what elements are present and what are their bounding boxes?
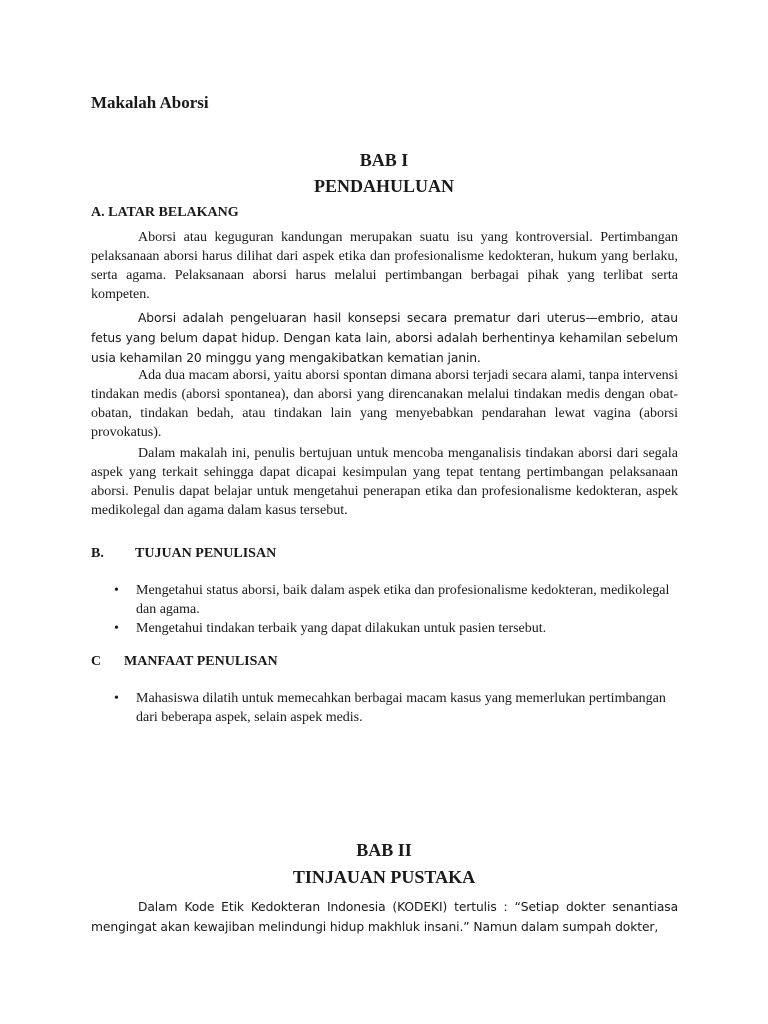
section-c-title: MANFAAT PENULISAN bbox=[124, 654, 278, 669]
list-item-text: Mengetahui status aborsi, baik dalam aspek etika dan profesionalisme kedokteran, medikolegal dan agama. bbox=[136, 583, 670, 617]
bullet-icon: • bbox=[114, 583, 119, 598]
paragraph-latar-3: Ada dua macam aborsi, yaitu aborsi spontan dimana aborsi terjadi secara alami, tanpa intervensi tindakan medis (aborsi spontanea), dan aborsi yang direncanakan melalui tindakan medis dengan obat-obatan, tindakan bedah, atau tindakan lain yang menyebabkan pendarahan lewat vagina (aborsi provokatus). bbox=[91, 368, 678, 440]
section-b-number: B. bbox=[91, 546, 104, 561]
list-item-text: Mahasiswa dilatih untuk memecahkan berbagai macam kasus yang memerlukan pertimbangan dari beberapa aspek, selain aspek medis. bbox=[136, 691, 666, 725]
list-item bbox=[110, 689, 670, 727]
chapter-2-number: BAB II bbox=[356, 840, 412, 860]
paragraph-latar-1: Aborsi atau keguguran kandungan merupakan suatu isu yang kontroversial. Pertimbangan pelaksanaan aborsi harus dilihat dari aspek etika dan profesionalisme kedokteran, hukum yang berlaku, serta agama. Pelaksanaan aborsi harus melalui pertimbangan berbagai pihak yang terlibat serta kompeten. bbox=[91, 230, 678, 302]
section-b-heading bbox=[91, 546, 276, 562]
section-c-number: C bbox=[91, 654, 102, 669]
chapter-1-title: PENDAHULUAN bbox=[313, 176, 454, 196]
tujuan-list bbox=[110, 581, 670, 638]
section-a-heading: A. LATAR BELAKANG bbox=[91, 205, 239, 220]
bullet-icon: • bbox=[114, 621, 119, 636]
list-item bbox=[110, 619, 670, 638]
list-item-text: Mengetahui tindakan terbaik yang dapat dilakukan untuk pasien tersebut. bbox=[136, 621, 547, 636]
paragraph-latar-2: Aborsi adalah pengeluaran hasil konsepsi secara prematur dari uterus—embrio, atau fetus yang belum dapat hidup. Dengan kata lain, aborsi adalah berhentinya kehamilan sebelum usia kehamilan 20 minggu yang mengakibatkan kematian janin. bbox=[91, 311, 678, 365]
manfaat-list bbox=[110, 689, 670, 727]
paragraph-latar-4: Dalam makalah ini, penulis bertujuan untuk mencoba menganalisis tindakan aborsi dari segala aspek yang terkait sehingga dapat dicapai kesimpulan yang tepat tentang pertimbangan pelaksanaan aborsi. Penulis dapat belajar untuk mengetahui penerapan etika dan profesionalisme kedokteran, aspek medikolegal dan agama dalam kasus tersebut. bbox=[91, 446, 678, 518]
document-title: Makalah Aborsi bbox=[91, 93, 209, 112]
chapter-2-title: TINJAUAN PUSTAKA bbox=[292, 867, 476, 887]
bullet-icon: • bbox=[114, 691, 119, 706]
list-item bbox=[110, 581, 670, 619]
section-b-title: TUJUAN PENULISAN bbox=[135, 546, 277, 561]
chapter-1-number: BAB I bbox=[359, 150, 409, 170]
section-c-heading bbox=[91, 654, 278, 670]
paragraph-tinjauan-1: Dalam Kode Etik Kedokteran Indonesia (KODEKI) tertulis : “Setiap dokter senantiasa mengingat akan kewajiban melindungi hidup makhluk insani.” Namun dalam sumpah dokter, bbox=[91, 900, 678, 934]
